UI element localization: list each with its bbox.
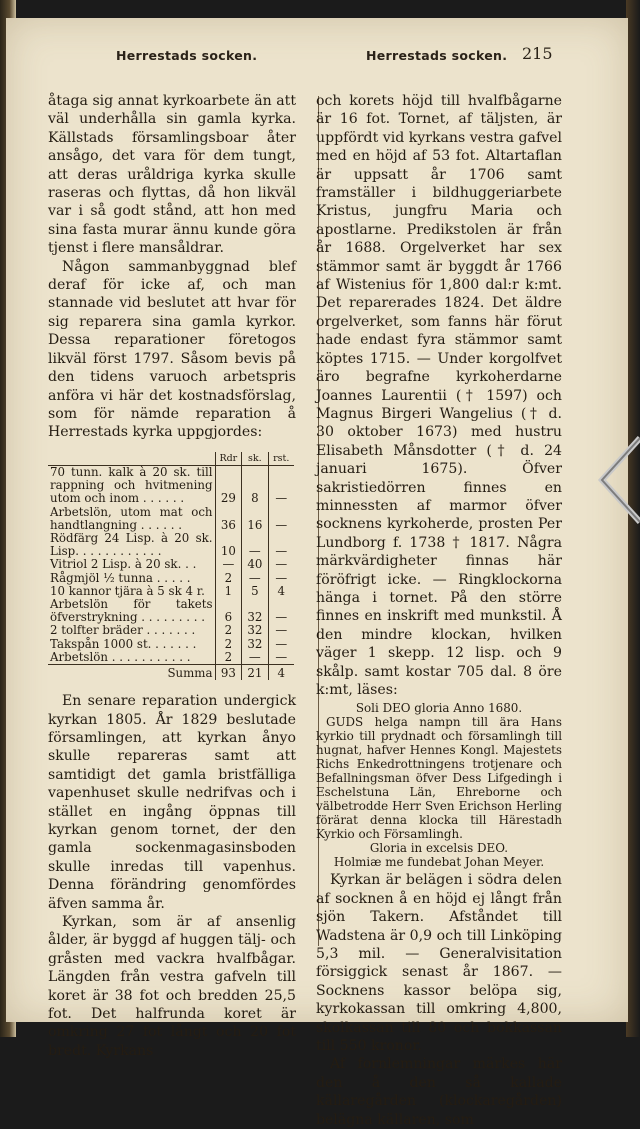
- row-rdr: 29: [215, 465, 242, 505]
- table-row: [48, 465, 294, 505]
- row-rst: —: [268, 598, 294, 624]
- left-paragraph-2: Någon sammanbyggnad blef deraf för icke af, och man stannade vid beslutet att hvar för sig reparera sina gamla kyrkor. Dessa reparationer företogos likväl först 1797. Såsom bevis på den tidens varuoch arbetspris anföra vi här det kostnadsförslag, som för nämde reparation å Herrestads kyrka uppgjordes:: [48, 258, 296, 441]
- sum-label: Summa: [48, 664, 215, 680]
- header-sk: sk.: [242, 452, 268, 466]
- table-row: [48, 638, 294, 651]
- right-paragraph-2: Kyrkan är belägen i södra delen af socknen å en höjd ej långt från sjön Takern. Afståndet till Wadstena är 0,9 och till Linköping 5,3 mil. — Generalvisitation försiggick senast år 1867. — Socknens kassor belöpa sig, kyrkokassan till omkring 4,800, skolkassan till 80 och bokkassan till 550 kronor.: [316, 872, 562, 1055]
- row-rdr: 2: [215, 572, 242, 585]
- row-sk: 32: [242, 624, 268, 637]
- table-row: [48, 651, 294, 665]
- left-paragraph-1: åtaga sig annat kyrkoarbete än att väl underhålla sin gamla kyrka. Källstads församlingsboar åter ansågo, det vara för dem tungt, att deras uråldriga kyrka skulle raseras och flyttas, då hon likväl var i så godt stånd, att hon med sina fasta murar ännu kunde göra tjenst i flere mansåldrar.: [48, 93, 296, 257]
- row-rdr: 6: [215, 598, 242, 624]
- table-header-row: [48, 452, 294, 466]
- bell-inscription: [316, 701, 562, 869]
- row-rst: —: [268, 624, 294, 637]
- row-desc: Rågmjöl ½ tunna . . . . .: [50, 570, 191, 585]
- row-desc: Takspån 1000 st. . . . . . .: [50, 636, 197, 651]
- table-row: [48, 532, 294, 558]
- row-sk: 16: [242, 506, 268, 532]
- table-row: [48, 572, 294, 585]
- row-desc: Arbetslön, utom mat och handtlangning . . . . . .: [50, 504, 213, 532]
- row-sk: —: [242, 532, 268, 558]
- row-sk: 8: [242, 465, 268, 505]
- row-desc: Arbetslön för takets öfverstrykning . . . . . . . . .: [50, 596, 213, 625]
- row-desc: Vitriol 2 Lisp. à 20 sk. . .: [50, 557, 197, 572]
- row-sk: 32: [242, 598, 268, 624]
- table-sum-row: [48, 664, 294, 680]
- row-sk: 40: [242, 558, 268, 571]
- right-paragraph-3: Af fornlemningar märkes här den å den så kallade källaregården (klockaregården) belägna källaren, som: [316, 1056, 562, 1128]
- row-rst: —: [268, 651, 294, 665]
- row-desc: 2 tolfter bräder . . . . . . .: [50, 623, 196, 638]
- row-desc: 70 tunn. kalk à 20 sk. till rappning och hvitmening utom och inom . . . . . .: [50, 464, 213, 506]
- row-desc: 10 kannor tjära à 5 sk 4 r.: [50, 583, 205, 598]
- table-row: [48, 598, 294, 624]
- inscription-body: GUDS helga nampn till ära Hans kyrkio till prydnadt och församlingh till hugnat, hafver Hennes Kongl. Majestets Richs Enkedrottningens trotjenare och Befallningsman öfver Dess Lifgedingh i Eschelstuna Län, Ehreborne och välbetrodde Herr Sven Erichson Herling förärat denna klocka till Härestadh Kyrkio och Församlingh.: [316, 715, 562, 842]
- sum-rdr: 93: [215, 664, 242, 680]
- row-rdr: 10: [215, 532, 242, 558]
- page-number: 215: [522, 44, 553, 63]
- page-clip-icon: [596, 430, 640, 530]
- cost-estimate-table: [48, 452, 294, 680]
- inscription-line-1: Soli DEO gloria Anno 1680.: [355, 701, 523, 716]
- left-running-head: Herrestads socken.: [116, 48, 258, 63]
- row-rdr: 36: [215, 506, 242, 532]
- sum-sk: 21: [242, 664, 268, 680]
- row-rst: —: [268, 638, 294, 651]
- left-column: [48, 92, 296, 1060]
- row-rst: —: [268, 532, 294, 558]
- inscription-line-3: Holmiæ me fundebat Johan Meyer.: [333, 855, 545, 870]
- row-rdr: —: [215, 558, 242, 571]
- table-row: [48, 624, 294, 637]
- sum-rst: 4: [268, 664, 294, 680]
- row-rdr: 2: [215, 624, 242, 637]
- table-row: [48, 558, 294, 571]
- right-running-head: Herrestads socken.: [366, 48, 508, 63]
- row-desc: Rödfärg 24 Lisp. à 20 sk. Lisp. . . . . . . . . . . .: [50, 530, 213, 559]
- header-rst: rst.: [268, 452, 294, 466]
- right-column: [316, 92, 562, 1129]
- row-rst: —: [268, 465, 294, 505]
- row-sk: 5: [242, 585, 268, 598]
- row-sk: —: [242, 651, 268, 665]
- table-row: [48, 506, 294, 532]
- header-rdr: Rdr: [215, 452, 242, 466]
- row-rdr: 1: [215, 585, 242, 598]
- row-rdr: 2: [215, 638, 242, 651]
- table-row: [48, 585, 294, 598]
- left-paragraph-4: Kyrkan, som är af ansenlig ålder, är byggd af huggen tälj- och gråsten med vackra hvalfbågar. Längden från vestra gafveln till koret är 38 fot och bredden 25,5 fot. Det halfrunda koret är omkring 27 fot långt och 20 fot bredt. Kyrkans: [48, 914, 296, 1059]
- inscription-line-2: Gloria in excelsis DEO.: [369, 841, 509, 856]
- row-rst: —: [268, 558, 294, 571]
- row-rst: 4: [268, 585, 294, 598]
- row-sk: —: [242, 572, 268, 585]
- left-paragraph-3: En senare reparation undergick kyrkan 1805. År 1829 beslutade församlingen, att kyrkan ånyo skulle repareras samt att samtidigt det gamla bristfälliga vapenhuset skulle nedrifvas och i stället en ingång öppnas till kyrkan genom tornet, der den gamla sockenmagasinsboden skulle inredas till vapenhus. Denna förändring genomfördes äfven samma år.: [48, 693, 296, 912]
- row-sk: 32: [242, 638, 268, 651]
- row-desc: Arbetslön . . . . . . . . . . .: [50, 649, 191, 664]
- row-rst: —: [268, 572, 294, 585]
- row-rst: —: [268, 506, 294, 532]
- right-paragraph-1: och korets höjd till hvalfbågarne är 16 fot. Tornet, af täljsten, är uppfördt vid kyrkans vestra gafvel med en höjd af 53 fot. Altartaflan är uppsatt år 1706 samt framställer i bildhuggeriarbete Kristus, jungfru Maria och apostlarne. Predikstolen är från år 1688. Orgelverket har sex stämmor samt är byggdt år 1766 af Wistenius för 1,800 dal:r k:mt. Det reparerades 1824. Det äldre orgelverket, som fanns här förut hade endast fyra stämmor samt köptes 1715. — Under korgolfvet äro begrafne kyrkoherdarne Joannes Laurentii († 1597) och Magnus Birgeri Wangelius († d. 30 oktober 1673) med hustru Elisabeth Månsdotter († d. 24 januari 1675). Öfver sakristiedörren finnes en minnessten af marmor öfver socknens kyrkoherde, prosten Per Lundborg f. 1738 † 1817. Några märkvärdigheter finnas här föröfrigt icke. — Ringklockorna hänga i tornet. På den större finnes en inskrift med munkstil. Å den mindre klockan, hvilken väger 1 skepp. 12 lisp. och 9 skålp. samt kostar 705 dal. 8 öre k:mt, läses:: [316, 93, 562, 698]
- row-rdr: 2: [215, 651, 242, 665]
